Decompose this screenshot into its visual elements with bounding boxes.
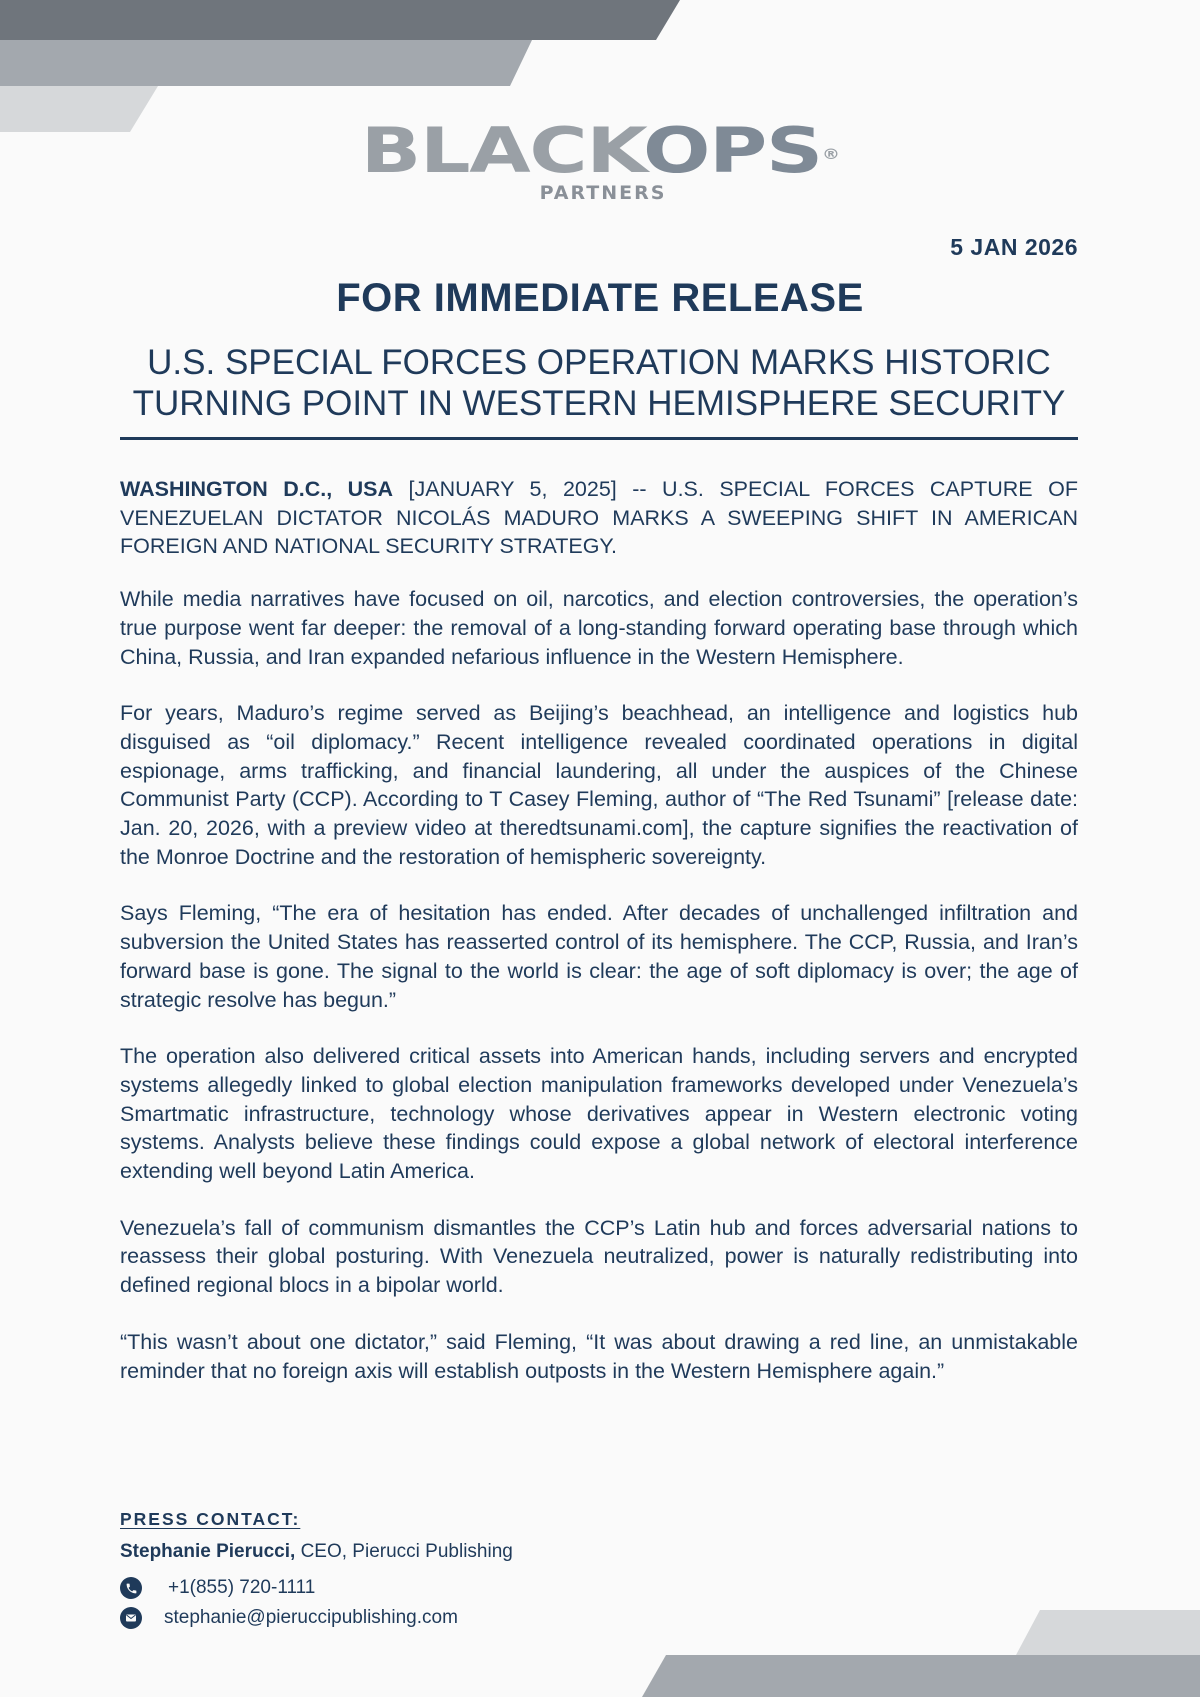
bottom-band-light: [1016, 1610, 1200, 1655]
contact-email[interactable]: stephanie@pieruccipublishing.com: [164, 1607, 458, 1628]
release-date: 5 JAN 2026: [950, 234, 1078, 260]
paragraph-1: While media narratives have focused on oil, narcotics, and election controversies, the operation’s true purpose went far deeper: the removal of a long-standing forward operating base through which China, Russia, and Iran expanded nefarious influence in the Western Hemisphere.: [120, 587, 1078, 669]
contact-email-row[interactable]: [120, 1603, 820, 1633]
press-contact: [120, 1509, 820, 1633]
logo-wordmark: BLACKOPS®: [361, 114, 839, 187]
headline: [120, 342, 1078, 424]
press-release-body: [120, 475, 1078, 1413]
contact-role: CEO, Pierucci Publishing: [295, 1541, 513, 1562]
phone-icon: [120, 1577, 142, 1599]
contact-name: Stephanie Pierucci,: [120, 1541, 296, 1562]
paragraph-2: For years, Maduro’s regime served as Beijing’s beachhead, an intelligence and logistics hub disguised as “oil diplomacy.” Recent intelligence revealed coordinated operations in digital espionage, arms trafficking, and financial laundering, all under the auspices of the Chinese Communist Party (CCP). According to T Casey Fleming, author of “The Red Tsunami” [release date: Jan. 20, 2026, with a preview video at theredtsunami.com], the capture signifies the reactivation of the Monroe Doctrine and the restoration of hemispheric sovereignty.: [120, 701, 1078, 869]
paragraph-5: Venezuela’s fall of communism dismantles the CCP’s Latin hub and forces adversarial nations to reassess their global posturing. With Venezuela neutralized, power is naturally redistributing into defined regional blocs in a bipolar world.: [120, 1215, 1078, 1298]
company-logo: [0, 114, 1200, 204]
headline-line-1: U.S. SPECIAL FORCES OPERATION MARKS HISTORIC: [147, 343, 1051, 382]
headline-line-2: TURNING POINT IN WESTERN HEMISPHERE SECURITY: [132, 384, 1066, 423]
top-band-mid: [0, 40, 532, 86]
top-band-dark: [0, 0, 680, 40]
dateline: WASHINGTON D.C., USA: [120, 477, 394, 501]
contact-person: [120, 1541, 820, 1563]
paragraph-4: The operation also delivered critical assets into American hands, including servers and encrypted systems allegedly linked to global election manipulation frameworks developed under Venezuela’s Smartmatic infrastructure, technology whose derivatives appear in Western electronic voting systems. Analysts believe these findings could expose a global network of electoral interference extending well beyond Latin America.: [120, 1044, 1078, 1184]
headline-divider: [120, 437, 1078, 440]
lead-text: [JANUARY 5, 2025] -- U.S. SPECIAL FORCES CAPTURE OF VENEZUELAN DICTATOR NICOLÁS MADURO MARKS A SWEEPING SHIFT IN AMERICAN FOREIGN AND NATIONAL SECURITY STRATEGY.: [120, 477, 1078, 559]
logo-subtitle: PARTNERS: [539, 182, 667, 204]
paragraph-3: Says Fleming, “The era of hesitation has ended. After decades of unchallenged infiltration and subversion the United States has reasserted control of its hemisphere. The CCP, Russia, and Iran’s forward base is gone. The signal to the world is clear: the age of soft diplomacy is over; the age of strategic resolve has begun.”: [120, 901, 1078, 1012]
envelope-icon: [120, 1607, 142, 1629]
lead-paragraph: [120, 475, 1078, 561]
contact-phone[interactable]: +1(855) 720-1111: [168, 1577, 316, 1598]
bottom-band-mid: [642, 1655, 1200, 1697]
contact-phone-row[interactable]: [120, 1573, 820, 1603]
release-label: FOR IMMEDIATE RELEASE: [336, 276, 864, 320]
press-contact-title: PRESS CONTACT:: [120, 1509, 301, 1529]
paragraph-6: “This wasn’t about one dictator,” said Fleming, “It was about drawing a red line, an unmistakable reminder that no foreign axis will establish outposts in the Western Hemisphere again.”: [120, 1329, 1078, 1383]
